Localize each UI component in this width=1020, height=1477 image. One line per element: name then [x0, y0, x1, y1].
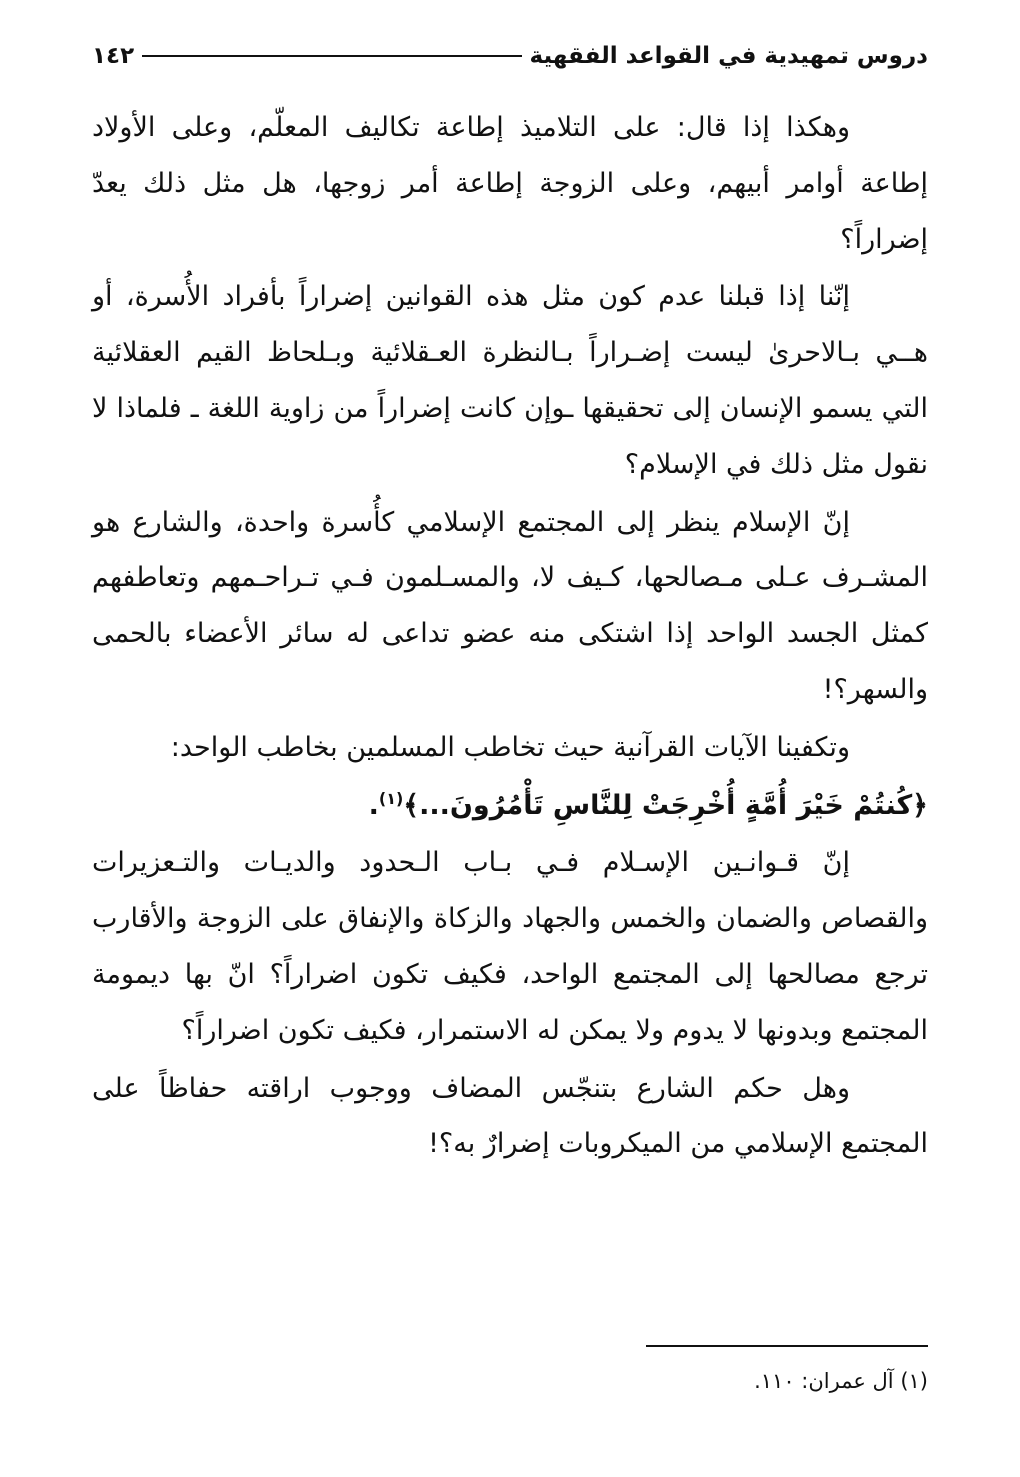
body-text — [92, 100, 928, 1174]
quran-verse: ﴿كُنتُمْ خَيْرَ أُمَّةٍ أُخْرِجَتْ لِلنَّاسِ تَأْمُرُونَ...﴾ — [403, 789, 928, 821]
paragraph-3: إنّ الإسلام ينظر إلى المجتمع الإسلامي كأُسرة واحدة، والشارع هو المشـرف عـلى مـصالحها، كـيف لا، والمسـلمون فـي تـراحـمهم وتعاطفهم كمثل الجسد الواحد إذا اشتكى منه عضو تداعى له سائر الأعضاء بالحمى والسهر؟! — [92, 506, 928, 705]
paragraph-5: إنّ قـوانـين الإسـلام فـي بـاب الـحدود والديـات والتـعزيرات والقصاص والضمان والخمس والجهاد والزكاة والإنفاق على الزوجة والأقارب ترجع مصالحها إلى المجتمع الواحد، فكيف تكون اضراراً؟ انّ بها ديمومة المجتمع وبدونها لا يدوم ولا يمكن له الاستمرار، فكيف تكون اضراراً؟ — [92, 847, 928, 1046]
footnote-ref: (١) — [378, 788, 404, 808]
paragraph-1: وهكذا إذا قال: على التلاميذ إطاعة تكاليف المعلّم، وعلى الأولاد إطاعة أوامر أبيهم، وعلى الزوجة إطاعة أمر زوجها، هل مثل ذلك يعدّ إضراراً؟ — [92, 112, 928, 255]
paragraph-4: وتكفينا الآيات القرآنية حيث تخاطب المسلمين بخاطب الواحد: — [170, 731, 850, 763]
book-title: دروس تمهيدية في القواعد الفقهية — [529, 43, 928, 69]
page-number: ١٤٢ — [92, 43, 135, 69]
paragraph-6: وهل حكم الشارع بتنجّس المضاف ووجوب اراقته حفاظاً على المجتمع الإسلامي من الميكروبات إضرارٌ به؟! — [92, 1072, 928, 1160]
header-rule — [142, 55, 521, 57]
quote-end: . — [368, 789, 379, 821]
paragraph-2: إنّنا إذا قبلنا عدم كون مثل هذه القوانين إضراراً بأفراد الأُسرة، أو هــي بـالاحرىٰ ليست إضـراراً بـالنظرة العـقلائية وبـلحاظ القيم العقلائية التي يسمو الإنسان إلى تحقيقها ـوإن كانت إضراراً من زاوية اللغة ـ فلماذا لا نقول مثل ذلك في الإسلام؟ — [92, 281, 928, 480]
footnote-rule — [646, 1345, 928, 1347]
page-header — [92, 36, 928, 76]
footnote: (١) آل عمران: ١١٠. — [754, 1369, 928, 1393]
quran-quote — [92, 778, 928, 834]
